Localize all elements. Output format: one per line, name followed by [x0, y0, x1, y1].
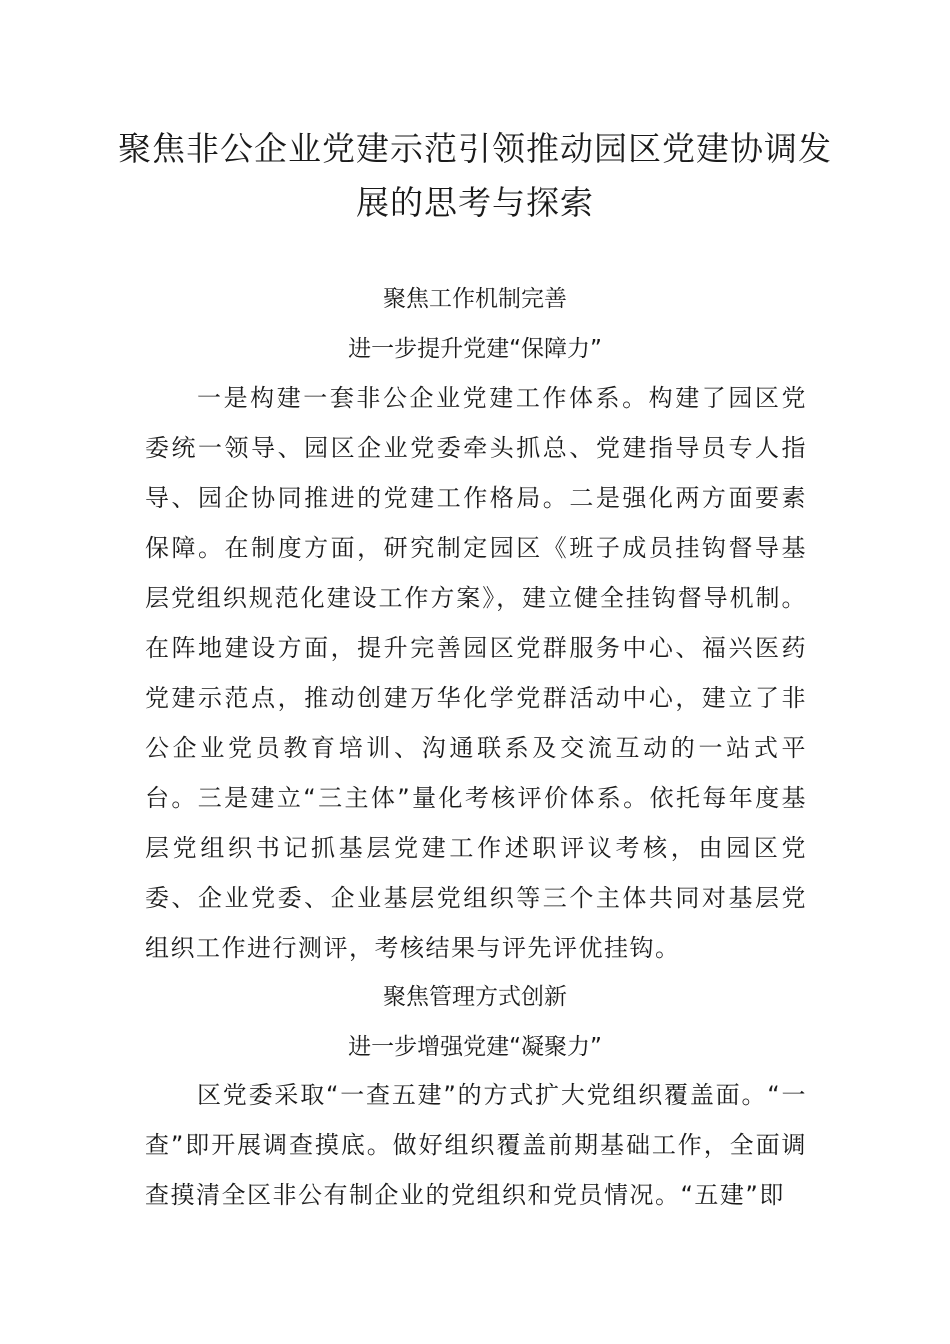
section-2-heading-line-2: 进一步增强党建“凝聚力” — [348, 1034, 602, 1060]
section-2-heading-line-1: 聚焦管理方式创新 — [383, 984, 567, 1010]
section-1-heading-line-2: 进一步提升党建“保障力” — [348, 336, 602, 362]
section-1-paragraph: 一是构建一套非公企业党建工作体系。构建了园区党委统一领导、园区企业党委牵头抓总、党建指导员专人指导、园企协同推进的党建工作格局。二是强化两方面要素保障。在制度方面，研究制定园区《班子成员挂钩督导基层党组织规范化建设工作方案》，建立健全挂钩督导机制。在阵地建设方面，提升完善园区党群服务中心、福兴医药党建示范点，推动创建万华化学党群活动中心，建立了非公企业党员教育培训、沟通联系及交流互动的一站式平台。三是建立“三主体”量化考核评价体系。依托每年度基层党组织书记抓基层党建工作述职评议考核，由园区党委、企业党委、企业基层党组织等三个主体共同对基层党组织工作进行测评，考核结果与评先评优挂钩。 — [145, 384, 807, 962]
section-1-heading-line-1: 聚焦工作机制完善 — [383, 286, 567, 312]
section-2-paragraph: 区党委采取“一查五建”的方式扩大党组织覆盖面。“一查”即开展调查摸底。做好组织覆盖前期基础工作，全面调查摸清全区非公有制企业的党组织和党员情况。“五建”即 — [145, 1081, 807, 1209]
document-title: 聚焦非公企业党建示范引领推动园区党建协调发 展的思考与探索 — [118, 129, 832, 222]
